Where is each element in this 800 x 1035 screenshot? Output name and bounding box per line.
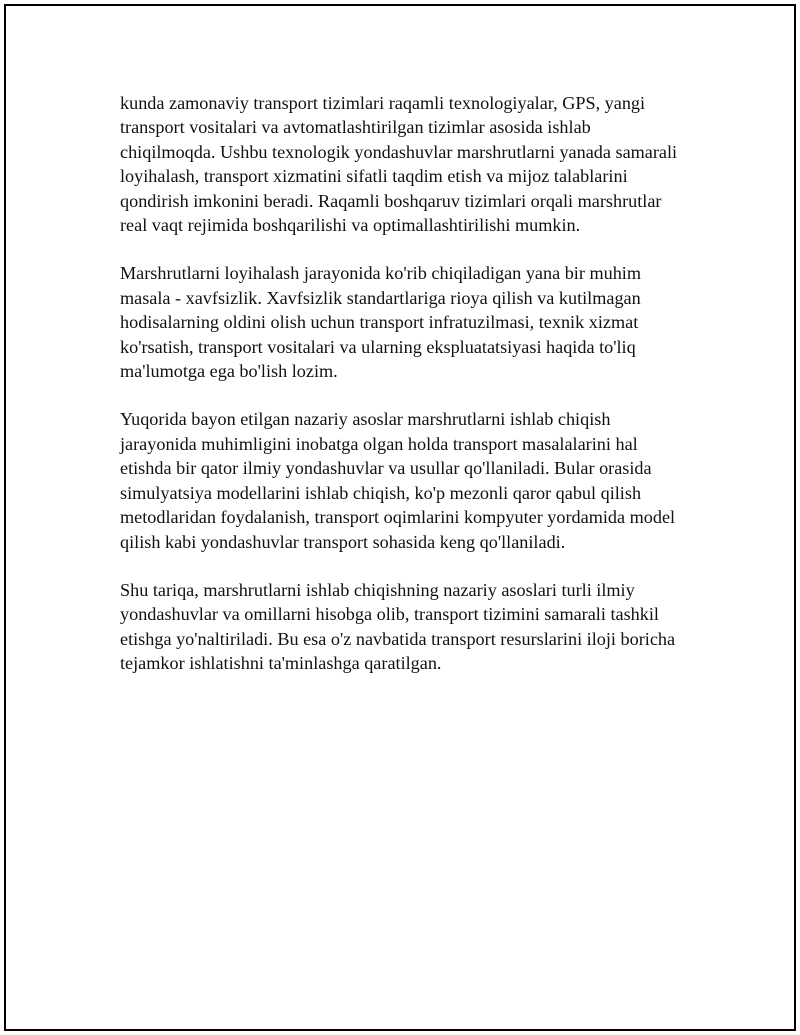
paragraph-3 [120,407,700,553]
paragraph-line: loyihalash, transport xizmatini sifatli taqdim etish va mijoz talablarini [120,166,628,187]
paragraph-line: etishga yo'naltiriladi. Bu esa o'z navbatida transport resurslarini iloji boricha [120,628,676,649]
paragraph-1 [120,91,700,237]
paragraph-line: metodlaridan foydalanish, transport oqimlarini kompyuter yordamida model [120,507,676,528]
document-page [4,4,796,1031]
paragraph-line: ma'lumotga ega bo'lish lozim. [120,361,338,382]
paragraph-4 [120,578,700,676]
paragraph-2 [120,261,700,383]
paragraph-line: tejamkor ishlatishni ta'minlashga qaratilgan. [120,653,442,674]
paragraph-line: chiqilmoqda. Ushbu texnologik yondashuvlar marshrutlarni yanada samarali [120,141,678,162]
paragraph-line: masala - xavfsizlik. Xavfsizlik standartlariga rioya qilish va kutilmagan [120,287,641,308]
paragraph-line: ko'rsatish, transport vositalari va ularning ekspluatatsiyasi haqida to'liq [120,336,636,357]
document-body [120,91,700,700]
paragraph-line: yondashuvlar va omillarni hisobga olib, transport tizimini samarali tashkil [120,604,659,625]
paragraph-line: jarayonida muhimligini inobatga olgan holda transport masalalarini hal [120,433,638,454]
paragraph-line: hodisalarning oldini olish uchun transport infratuzilmasi, texnik xizmat [120,312,639,333]
paragraph-line: real vaqt rejimida boshqarilishi va optimallashtirilishi mumkin. [120,215,581,236]
paragraph-line: qondirish imkonini beradi. Raqamli boshqaruv tizimlari orqali marshrutlar [120,190,662,211]
paragraph-line: Marshrutlarni loyihalash jarayonida ko'rib chiqiladigan yana bir muhim [120,263,641,284]
paragraph-line: Yuqorida bayon etilgan nazariy asoslar marshrutlarni ishlab chiqish [120,409,611,430]
paragraph-line: simulyatsiya modellarini ishlab chiqish, ko'p mezonli qaror qabul qilish [120,482,642,503]
paragraph-line: qilish kabi yondashuvlar transport sohasida keng qo'llaniladi. [120,531,566,552]
paragraph-line: kunda zamonaviy transport tizimlari raqamli texnologiyalar, GPS, yangi [120,93,646,113]
paragraph-line: transport vositalari va avtomatlashtirilgan tizimlar asosida ishlab [120,117,591,138]
paragraph-line: etishda bir qator ilmiy yondashuvlar va usullar qo'llaniladi. Bular orasida [120,458,652,479]
paragraph-line: Shu tariqa, marshrutlarni ishlab chiqishning nazariy asoslari turli ilmiy [120,579,635,600]
